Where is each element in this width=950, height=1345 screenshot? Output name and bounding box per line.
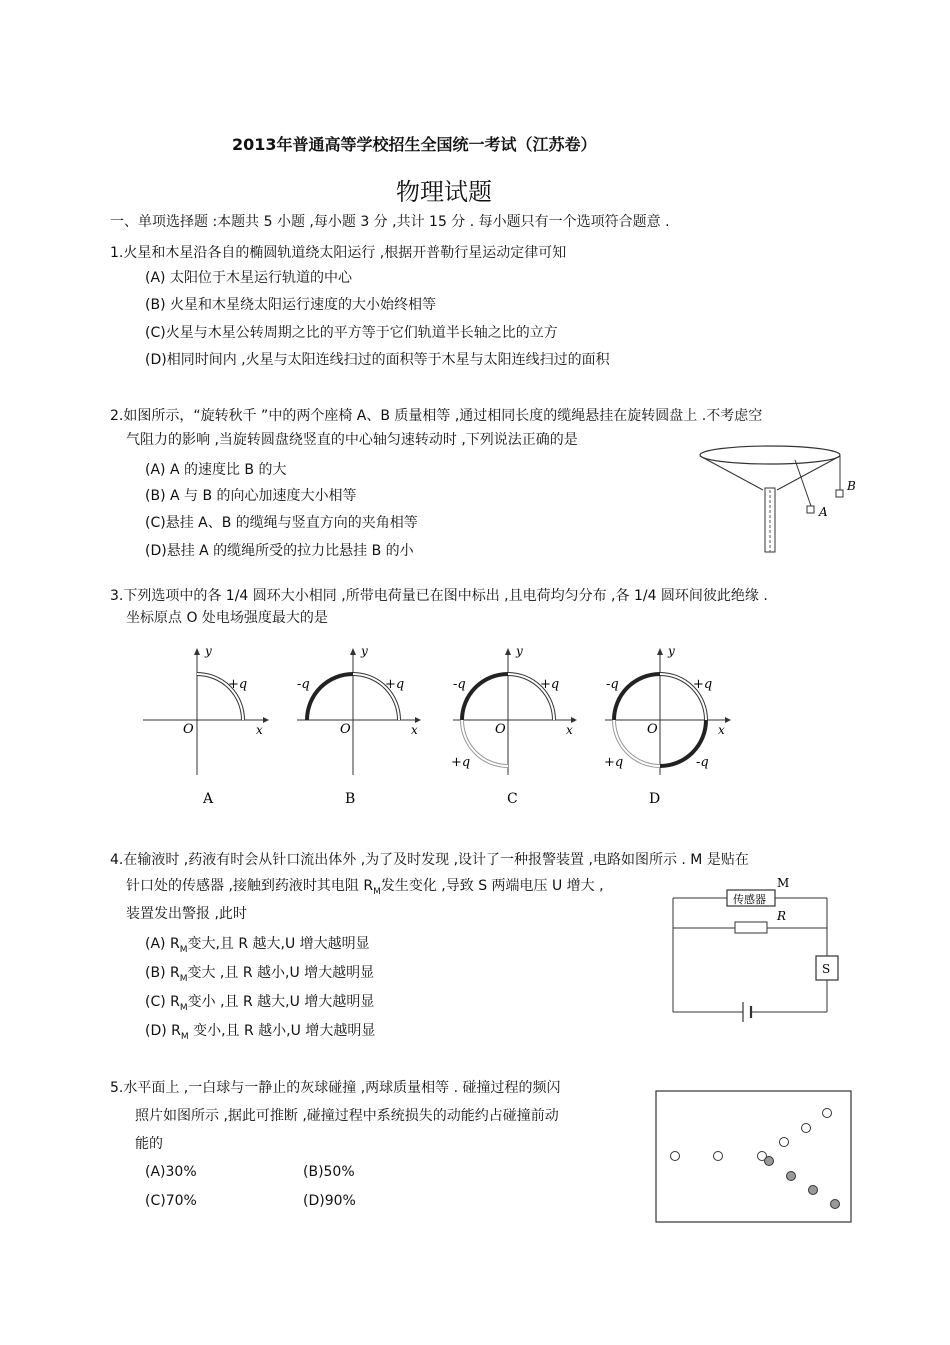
svg-text:O: O — [183, 722, 194, 737]
q4-option-a: (A) $R_M$变大,且 R 越大,U 增大越明显 — [145, 936, 370, 955]
subject-title: 物理试题 — [396, 178, 492, 206]
rotating-disc — [700, 446, 840, 464]
q5-option-b: (B)50% — [303, 1164, 355, 1180]
white-ball — [714, 1152, 723, 1161]
resistor-r — [735, 922, 767, 933]
q2-option-b: (B) A 与 B 的向心加速度大小相等 — [145, 488, 357, 504]
s-label: S — [822, 962, 831, 976]
alarm-circuit-figure — [665, 872, 845, 1032]
q2-stem-line1: 2.如图所示，“旋转秋千 ”中的两个座椅 A、B 质量相等 ,通过相同长度的缆绳悬挂在旋转圆盘上 .不考虑空 — [110, 408, 763, 424]
ring-panel-d — [604, 645, 731, 807]
q2-option-a: (A) A 的速度比 B 的大 — [145, 462, 287, 478]
svg-text:x: x — [411, 723, 418, 737]
q5-stem-line2: 照片如图所示 ,据此可推断 ,碰撞过程中系统损失的动能约占碰撞前动 — [135, 1108, 559, 1124]
label-b: B — [847, 479, 856, 493]
q1-stem: 1.火星和木星沿各自的椭圆轨道绕太阳运行 ,根据开普勒行星运动定律可知 — [110, 245, 567, 261]
svg-text:y: y — [361, 645, 368, 658]
q4-option-c: (C) $R_M$变小 ,且 R 越大,U 增大越明显 — [145, 994, 375, 1013]
r-label: R — [777, 909, 787, 923]
q4-stem-line3: 装置发出警报 ,此时 — [126, 906, 247, 922]
q1-option-d: (D)相同时间内 ,火星与太阳连线扫过的面积等于木星与太阳连线扫过的面积 — [145, 352, 610, 368]
seat-b — [836, 490, 843, 497]
svg-text:+q: +q — [604, 755, 624, 770]
svg-text:-q: -q — [453, 677, 466, 692]
caption-a: A — [203, 791, 214, 807]
charged-rings-figure — [135, 645, 755, 810]
q5-option-a: (A)30% — [145, 1164, 197, 1180]
svg-text:y: y — [516, 645, 523, 658]
q2-option-c: (C)悬挂 A、B 的缆绳与竖直方向的夹角相等 — [145, 515, 418, 531]
svg-text:x: x — [718, 723, 725, 737]
collision-strobe-figure — [655, 1090, 853, 1224]
q4-stem-line1: 4.在输液时 ,药液有时会从针口流出体外 ,为了及时发现 ,设计了一种报警装置 ,电路如图所示 . M 是贴在 — [110, 852, 749, 868]
m-label: M — [777, 876, 790, 890]
svg-text:y: y — [668, 645, 675, 658]
disc-cone-left — [700, 456, 763, 490]
svg-text:+q: +q — [540, 677, 560, 692]
svg-text:O: O — [495, 722, 506, 737]
sensor-label: 传感器 — [733, 893, 766, 906]
photo-frame — [656, 1091, 851, 1222]
gray-ball — [787, 1172, 796, 1181]
gray-ball — [831, 1200, 840, 1209]
svg-text:-q: -q — [696, 755, 709, 770]
white-ball — [802, 1124, 811, 1133]
svg-text:+q: +q — [228, 677, 248, 692]
q1-option-a: (A) 太阳位于木星运行轨道的中心 — [145, 270, 352, 286]
q5-option-d: (D)90% — [303, 1193, 356, 1209]
q5-option-c: (C)70% — [145, 1193, 197, 1209]
q4-option-b: (B) $R_M$变大 ,且 R 越小,U 增大越明显 — [145, 965, 375, 984]
q3-stem-line1: 3.下列选项中的各 1/4 圆环大小相同 ,所带电荷量已在图中标出 ,且电荷均匀分布 ,各 1/4 圆环间彼此绝缘 . — [110, 588, 768, 604]
q1-option-b: (B) 火星和木星绕太阳运行速度的大小始终相等 — [145, 297, 436, 313]
seat-a — [807, 506, 814, 513]
ring-panel-a — [143, 645, 269, 807]
gray-ball — [765, 1157, 774, 1166]
caption-b: B — [345, 791, 356, 807]
rotating-swing-figure — [695, 438, 865, 558]
svg-text:+q: +q — [385, 677, 405, 692]
ring-panel-c — [451, 645, 577, 807]
svg-text:x: x — [256, 723, 263, 737]
svg-text:O: O — [647, 722, 658, 737]
white-ball — [823, 1109, 832, 1118]
caption-c: C — [507, 791, 518, 807]
white-ball — [780, 1138, 789, 1147]
q1-option-c: (C)火星与木星公转周期之比的平方等于它们轨道半长轴之比的立方 — [145, 325, 558, 341]
disc-cone-right — [777, 456, 840, 490]
svg-text:-q: -q — [606, 677, 619, 692]
rope-a — [795, 460, 811, 506]
q3-stem-line2: 坐标原点 O 处电场强度最大的是 — [126, 610, 328, 626]
svg-text:O: O — [340, 722, 351, 737]
svg-text:-q: -q — [297, 677, 310, 692]
q5-stem-line1: 5.水平面上 ,一白球与一静止的灰球碰撞 ,两球质量相等 . 碰撞过程的频闪 — [110, 1080, 561, 1096]
svg-text:x: x — [566, 723, 573, 737]
q4-stem-line2: 针口处的传感器 ,接触到药液时其电阻 $R_M$发生变化 ,导致 S 两端电压 U 增大 , — [126, 878, 604, 897]
gray-ball — [809, 1186, 818, 1195]
q2-stem-line2: 气阻力的影响 ,当旋转圆盘绕竖直的中心轴匀速转动时 ,下列说法正确的是 — [126, 432, 578, 448]
label-a: A — [819, 505, 828, 519]
white-ball — [671, 1152, 680, 1161]
svg-text:+q: +q — [451, 755, 471, 770]
svg-text:y: y — [205, 645, 212, 658]
caption-d: D — [649, 791, 661, 807]
q5-stem-line3: 能的 — [135, 1136, 163, 1152]
section-heading: 一、单项选择题 :本题共 5 小题 ,每小题 3 分 ,共计 15 分 . 每小题只有一个选项符合题意 . — [110, 214, 670, 230]
svg-text:+q: +q — [693, 677, 713, 692]
q2-option-d: (D)悬挂 A 的缆绳所受的拉力比悬挂 B 的小 — [145, 543, 414, 559]
q4-option-d: (D) $R_M$ 变小,且 R 越小,U 增大越明显 — [145, 1023, 376, 1042]
ring-panel-b — [297, 645, 421, 807]
exam-title: 2013年普通高等学校招生全国统一考试（江苏卷） — [232, 135, 597, 154]
